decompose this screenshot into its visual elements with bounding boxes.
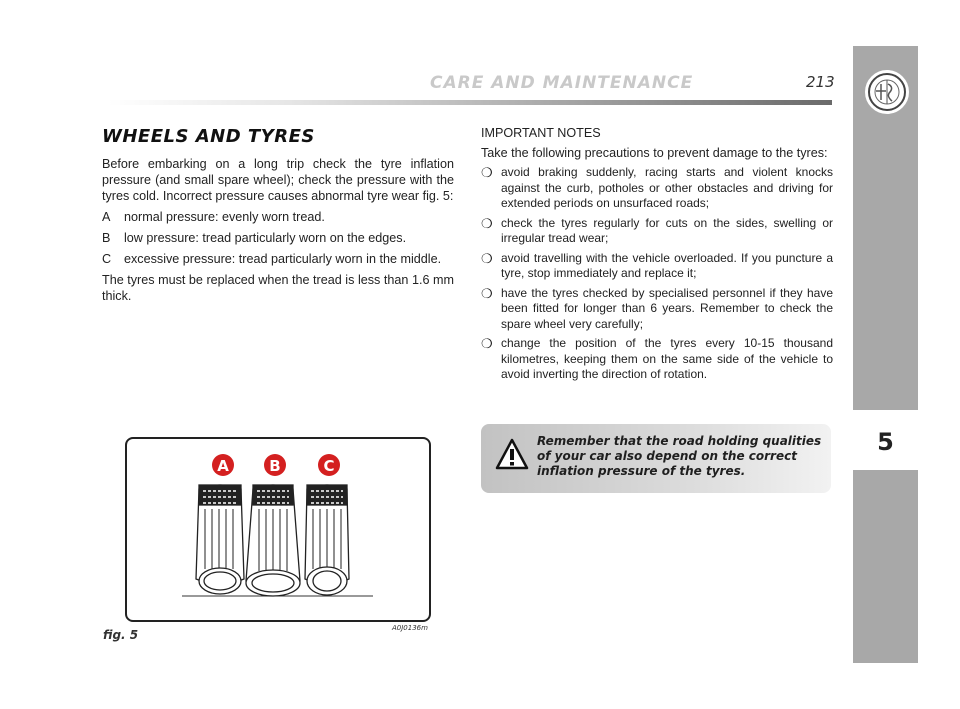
- list-item: [102, 251, 454, 267]
- label-b: B: [269, 457, 281, 475]
- bullet-text: avoid travelling with the vehicle overloaded. If you puncture a tyre, stop immediately and replace it;: [501, 250, 833, 280]
- item-text: excessive pressure: tread particularly worn in the middle.: [124, 252, 442, 266]
- notes-heading: IMPORTANT NOTES: [481, 126, 601, 140]
- figure-code: A0J0136m: [392, 624, 428, 632]
- tyre-b-icon: [246, 485, 300, 596]
- item-key: B: [102, 231, 111, 245]
- bullet-text: change the position of the tyres every 10-15 thousand kilometres, keeping them on the same side of the vehicle to avoid inverting the direction of rotation.: [501, 336, 833, 381]
- warning-triangle-icon: [495, 438, 529, 470]
- list-item: [481, 216, 833, 247]
- item-text: normal pressure: evenly worn tread.: [124, 210, 325, 224]
- bullet-circle-icon: ❍: [481, 215, 493, 231]
- item-text: low pressure: tread particularly worn on the edges.: [124, 231, 407, 245]
- bullet-circle-icon: ❍: [481, 285, 493, 301]
- bullet-circle-icon: ❍: [481, 336, 493, 351]
- label-c-badge: [318, 454, 340, 476]
- outro-paragraph: The tyres must be replaced when the tread is less than 1.6 mm thick.: [102, 273, 454, 303]
- bullet-text: check the tyres regularly for cuts on the sides, swelling or irregular tread wear;: [501, 215, 833, 245]
- notes-lead: Take the following precautions to prevent damage to the tyres:: [481, 146, 828, 160]
- label-a: A: [217, 457, 229, 475]
- chapter-number: 5: [877, 428, 894, 456]
- right-column: [481, 125, 833, 387]
- list-item: [102, 209, 454, 225]
- alfa-romeo-logo-icon: [865, 70, 909, 114]
- left-column: [102, 156, 454, 309]
- header-rule: [108, 100, 832, 105]
- list-item: [481, 336, 833, 383]
- item-key: A: [102, 210, 111, 224]
- chapter-sidebar: [853, 46, 918, 663]
- figure-caption: fig. 5: [103, 628, 139, 642]
- warning-box: [481, 424, 831, 493]
- label-a-badge: [212, 454, 234, 476]
- list-item: [102, 230, 454, 246]
- label-b-badge: [264, 454, 286, 476]
- section-title: WHEELS AND TYRES: [102, 126, 315, 147]
- label-c: C: [323, 457, 335, 475]
- intro-paragraph: Before embarking on a long trip check the tyre inflation pressure (and small spare wheel); check the pressure with the tyres cold. Incorrect pressure causes abnormal tyre wear fig. 5:: [102, 157, 454, 203]
- item-key: C: [102, 252, 112, 266]
- bullet-circle-icon: ❍: [481, 165, 493, 180]
- warning-text: Remember that the road holding qualities of your car also depend on the correct inflation pressure of the tyres.: [537, 434, 822, 478]
- bullet-circle-icon: ❍: [481, 250, 493, 266]
- tyre-wear-figure: [125, 437, 431, 622]
- header-title: CARE AND MAINTENANCE: [430, 73, 694, 93]
- tyre-a-icon: [196, 485, 244, 594]
- list-item: [481, 251, 833, 282]
- list-item: [481, 286, 833, 333]
- bullet-text: have the tyres checked by specialised personnel if they have been fitted for longer than 6 years. Remember to check the spare wheel very carefully;: [501, 285, 833, 331]
- tyre-c-icon: [305, 485, 349, 595]
- bullet-text: avoid braking suddenly, racing starts and violent knocks against the curb, potholes or other obstacles and driving for extended periods on unsurfaced roads;: [501, 165, 833, 210]
- page-number: 213: [806, 73, 835, 91]
- list-item: [481, 165, 833, 212]
